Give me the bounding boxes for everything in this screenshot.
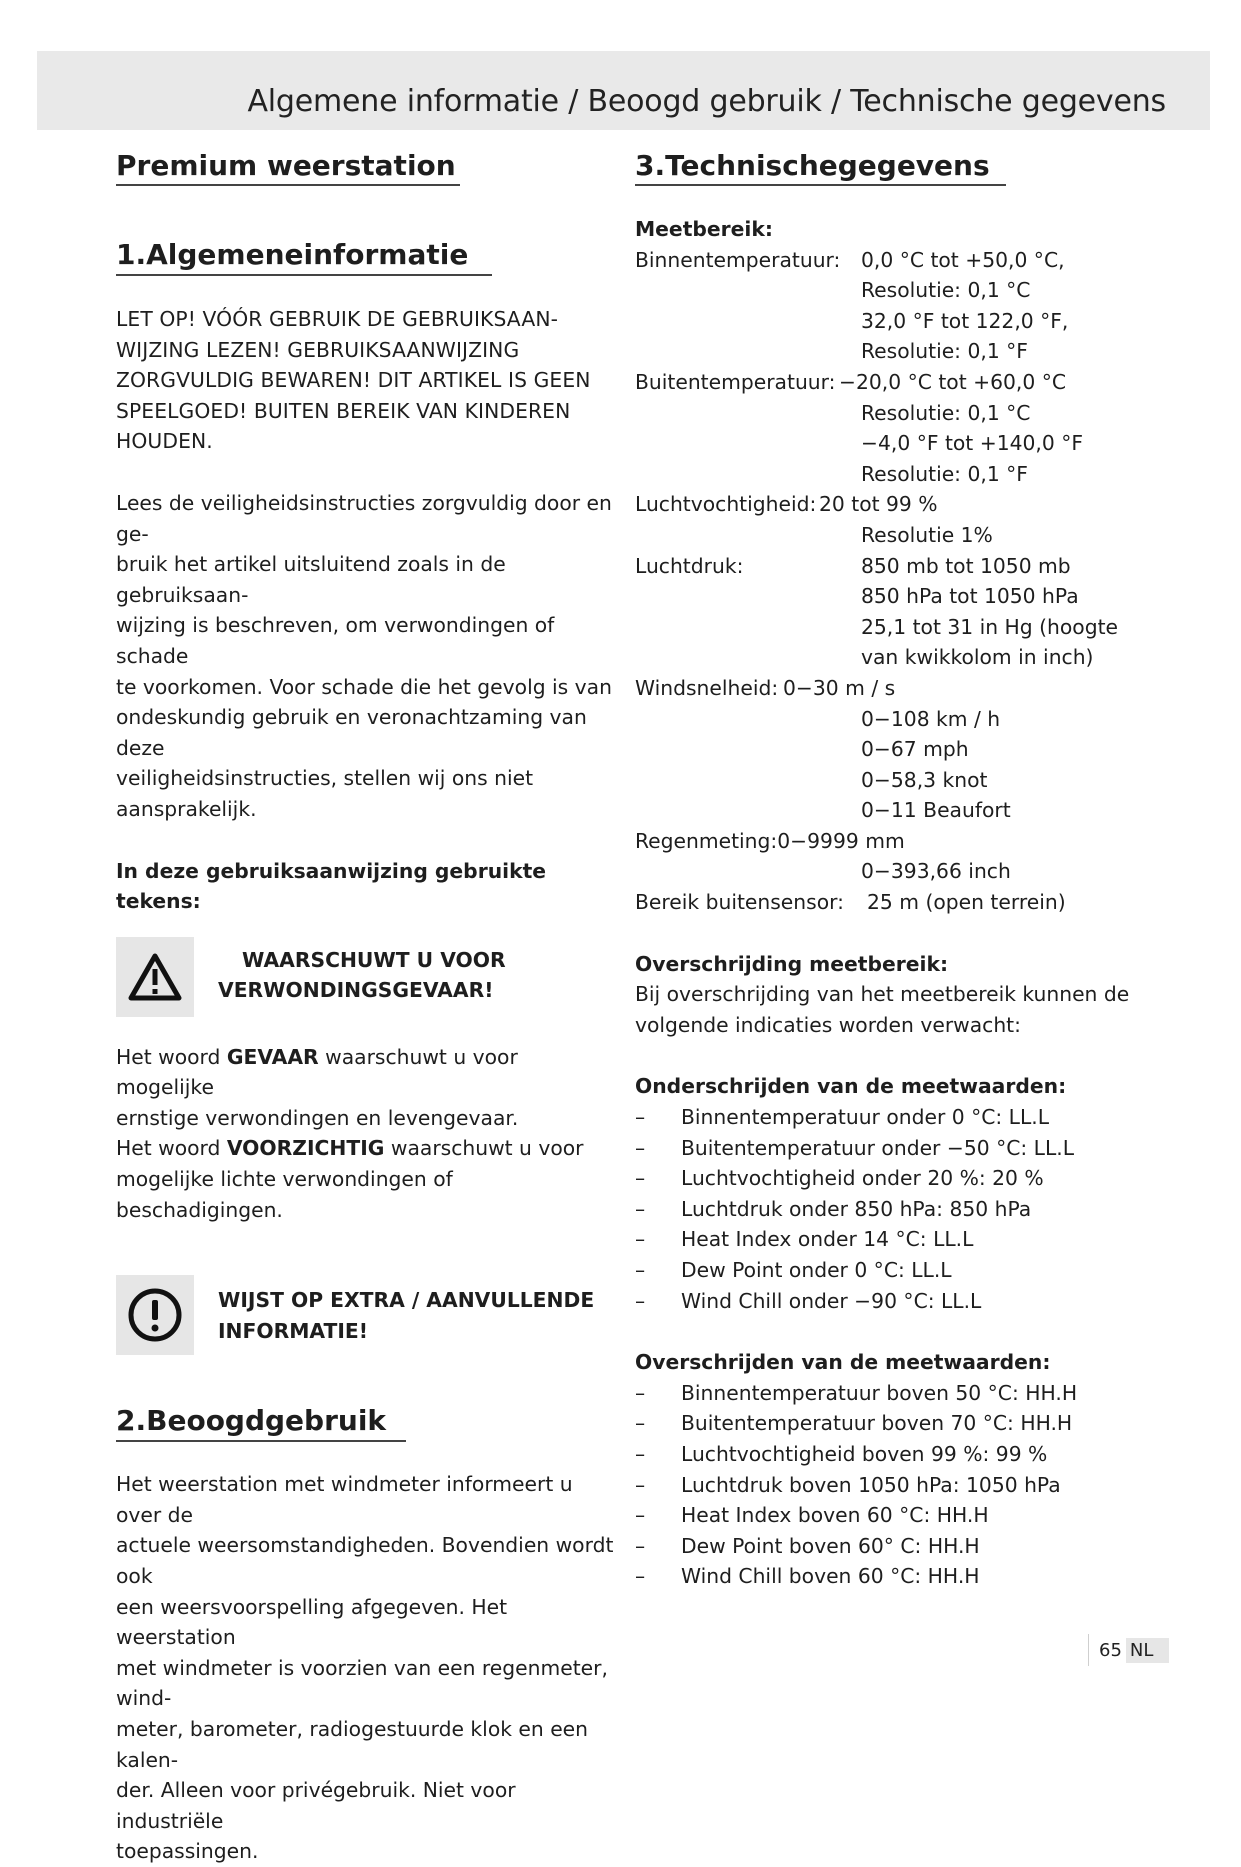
spec-value: 32,0 °F tot 122,0 °F, [861, 308, 1069, 333]
spec-value: Resolutie: 0,1 °F [861, 461, 1028, 486]
meetbereik-heading: Meetbereik: [635, 217, 773, 241]
spec-label: Binnentemperatuur: [635, 247, 841, 272]
page-number: 65 [1099, 1639, 1122, 1661]
language-badge: NL [1126, 1638, 1170, 1663]
intro-line: Lees de veiligheidsinstructies zorgvuldig door en ge- [116, 490, 612, 546]
spec-sensor [635, 887, 1155, 918]
list-item-text: Luchtdruk boven 1050 hPa: 1050 hPa [681, 1472, 1061, 1497]
section-2-title: 2.Beoogdgebruik [116, 1402, 406, 1442]
list-item-text: Luchtvochtigheid onder 20 %: 20 % [681, 1166, 1044, 1191]
notice1-line2: VERWONDINGSGEVAAR! [218, 978, 494, 1003]
footer-divider [1088, 1634, 1089, 1666]
spec-value: 0−30 m / s [783, 675, 896, 700]
spec-value: 0−108 km / h [861, 706, 1001, 731]
signs-heading-line: In deze gebruiksaanwijzing gebruikte [116, 858, 547, 883]
warning-caps [116, 304, 616, 457]
spec-value: Resolutie 1% [861, 522, 993, 547]
spec-label: Bereik buitensensor: [635, 890, 844, 915]
dash: – [635, 1288, 646, 1313]
spec-value: Resolutie: 0,1 °F [861, 339, 1028, 364]
spec-value: 0−11 Beaufort [861, 798, 1011, 823]
usage-line: meter, barometer, radiogestuurde klok en een kalen- [116, 1717, 589, 1772]
spec-value: 0−9999 mm [777, 828, 905, 853]
list-item-text: Heat Index boven 60 °C: HH.H [681, 1503, 989, 1528]
list-item [635, 1531, 1155, 1562]
spec-buiten [635, 367, 1155, 398]
dash: – [635, 1258, 646, 1282]
intro-line: te voorkomen. Voor schade die het gevolg is van [116, 674, 612, 699]
list-item-text: Dew Point boven 60° C: HH.H [681, 1533, 980, 1558]
list-item-text: Buitentemperatuur onder −50 °C: LL.L [681, 1135, 1075, 1160]
spec-value: 0−67 mph [861, 737, 969, 762]
overschrijding-line: volgende indicaties worden verwacht: [635, 1012, 1021, 1037]
spec-value: 25 m (open terrein) [867, 890, 1066, 915]
notice1-line1: WAARSCHUWT U VOOR [242, 947, 506, 972]
list-item [635, 1439, 1155, 1470]
onderschrijden-heading: Onderschrijden van de meetwaarden: [635, 1074, 1067, 1099]
list-item-text: Buitentemperatuur boven 70 °C: HH.H [681, 1411, 1073, 1436]
list-item [635, 1500, 1155, 1531]
page-footer [1088, 1634, 1169, 1666]
spec-value: 25,1 tot 31 in Hg (hoogte [861, 614, 1119, 639]
warning-line: ZORGVULDIG BEWAREN! DIT ARTIKEL IS GEEN [116, 368, 591, 393]
list-item [635, 1470, 1155, 1501]
dash: – [635, 1135, 646, 1160]
dash: – [635, 1227, 646, 1252]
under-list [635, 1102, 1155, 1316]
voorzichtig-word: VOORZICHTIG [226, 1136, 385, 1161]
list-item-text: Dew Point onder 0 °C: LL.L [681, 1258, 952, 1282]
dash: – [635, 1105, 646, 1130]
intro-line: wijzing is beschreven, om verwondingen of schade [116, 613, 555, 668]
list-item-text: Heat Index onder 14 °C: LL.L [681, 1227, 974, 1252]
voorzichtig-line2: mogelijke lichte verwondingen of beschadigingen. [116, 1167, 453, 1222]
intro-line: bruik het artikel uitsluitend zoals in de gebruiksaan- [116, 552, 506, 607]
spec-value: 850 mb tot 1050 mb [861, 553, 1071, 578]
spec-value: 850 hPa tot 1050 hPa [861, 584, 1079, 609]
notice2-line1: WIJST OP EXTRA / AANVULLENDE [218, 1288, 595, 1313]
warning-line: WIJZING LEZEN! GEBRUIKSAANWIJZING [116, 337, 520, 362]
list-item-text: Binnentemperatuur onder 0 °C: LL.L [681, 1105, 1050, 1130]
usage-line: Het weerstation met windmeter informeert u over de [116, 1472, 573, 1527]
dash: – [635, 1564, 646, 1589]
spec-label: Buitentemperatuur: [635, 369, 836, 394]
list-item [635, 1378, 1155, 1409]
spec-label: Windsnelheid: [635, 675, 779, 700]
page-header-title: Algemene informatie / Beoogd gebruik / Technische gegevens [247, 84, 1166, 119]
usage-line: een weersvoorspelling afgegeven. Het weerstation [116, 1594, 508, 1650]
list-item [635, 1102, 1155, 1133]
overschrijding-heading: Overschrijding meetbereik: [635, 951, 949, 976]
gevaar-post: waarschuwt u voor mogelijke [116, 1044, 518, 1100]
gevaar-word: GEVAAR [226, 1044, 319, 1069]
voorzichtig-post: waarschuwt u voor [384, 1136, 584, 1161]
warning-line: LET OP! VÓÓR GEBRUIK DE GEBRUIKSAAN- [116, 307, 559, 331]
info-notice [116, 1275, 616, 1355]
list-item [635, 1286, 1155, 1317]
list-item-text: Luchtdruk onder 850 hPa: 850 hPa [681, 1196, 1032, 1221]
left-column [116, 148, 616, 1867]
gevaar-line2: ernstige verwondingen en levengevaar. [116, 1105, 519, 1130]
dash: – [635, 1533, 646, 1558]
spec-value: van kwikkolom in inch) [861, 645, 1094, 670]
spec-druk [635, 551, 1155, 582]
spec-value: 20 tot 99 % [819, 492, 938, 517]
spec-value: 0,0 °C tot +50,0 °C, [861, 247, 1065, 272]
usage-line: actuele weersomstandigheden. Bovendien wordt ook [116, 1533, 614, 1589]
intro-paragraph [116, 488, 616, 825]
spec-label: Regenmeting: [635, 828, 778, 853]
list-item [635, 1408, 1155, 1439]
list-item-text: Wind Chill onder −90 °C: LL.L [681, 1288, 982, 1313]
spec-regen [635, 826, 1155, 857]
usage-paragraph [116, 1469, 616, 1867]
spec-value: 0−58,3 knot [861, 767, 988, 792]
spec-value: Resolutie: 0,1 °C [861, 400, 1031, 425]
warning-line: SPEELGOED! BUITEN BEREIK VAN KINDEREN [116, 398, 571, 423]
overschrijden-heading: Overschrijden van de meetwaarden: [635, 1350, 1051, 1375]
list-item [635, 1194, 1155, 1225]
intro-line: veiligheidsinstructies, stellen wij ons niet aansprakelijk. [116, 766, 534, 821]
list-item [635, 1133, 1155, 1164]
spec-value: 0−393,66 inch [861, 859, 1011, 884]
usage-line: der. Alleen voor privégebruik. Niet voor industriële [116, 1778, 516, 1833]
dash: – [635, 1196, 646, 1221]
doc-title: Premium weerstation [116, 148, 460, 186]
list-item [635, 1255, 1155, 1286]
spec-label: Luchtdruk: [635, 553, 744, 578]
list-item [635, 1224, 1155, 1255]
section-3-title: 3.Technischegegevens [635, 148, 1006, 186]
spec-label: Luchtvochtigheid: [635, 492, 817, 517]
list-item-text: Luchtvochtigheid boven 99 %: 99 % [681, 1441, 1048, 1466]
right-column [635, 148, 1155, 1592]
signs-heading-line: tekens: [116, 889, 201, 914]
dash: – [635, 1411, 646, 1436]
list-item-text: Wind Chill boven 60 °C: HH.H [681, 1564, 980, 1589]
warning-line: HOUDEN. [116, 429, 213, 454]
notice2-line2: INFORMATIE! [218, 1318, 369, 1343]
voorzichtig-pre: Het woord [116, 1136, 227, 1161]
dash: – [635, 1472, 646, 1497]
spec-value: Resolutie: 0,1 °C [861, 278, 1031, 303]
gevaar-paragraph [116, 1042, 616, 1226]
usage-line: toepassingen. [116, 1839, 259, 1864]
intro-line: ondeskundig gebruik en veronachtzaming van deze [116, 705, 587, 760]
info-exclamation-icon [116, 1275, 194, 1355]
dash: – [635, 1166, 646, 1191]
dash: – [635, 1441, 646, 1466]
dash: – [635, 1503, 646, 1528]
spec-value: −20,0 °C tot +60,0 °C [839, 369, 1067, 394]
warning-notice [116, 937, 616, 1017]
dash: – [635, 1380, 646, 1405]
spec-lucht [635, 489, 1155, 520]
spec-wind [635, 673, 1155, 704]
exceed-list [635, 1378, 1155, 1592]
spec-value: −4,0 °F tot +140,0 °F [861, 431, 1084, 456]
list-item-text: Binnentemperatuur boven 50 °C: HH.H [681, 1380, 1078, 1405]
overschrijding-line: Bij overschrijding van het meetbereik kunnen de [635, 982, 1130, 1007]
list-item [635, 1163, 1155, 1194]
usage-line: met windmeter is voorzien van een regenmeter, wind- [116, 1655, 608, 1711]
gevaar-pre: Het woord [116, 1044, 227, 1069]
signs-heading [116, 856, 616, 917]
section-1-title: 1.Algemeneinformatie [116, 236, 492, 276]
warning-triangle-icon [116, 937, 194, 1017]
list-item [635, 1561, 1155, 1592]
spec-binnen [635, 245, 1155, 276]
